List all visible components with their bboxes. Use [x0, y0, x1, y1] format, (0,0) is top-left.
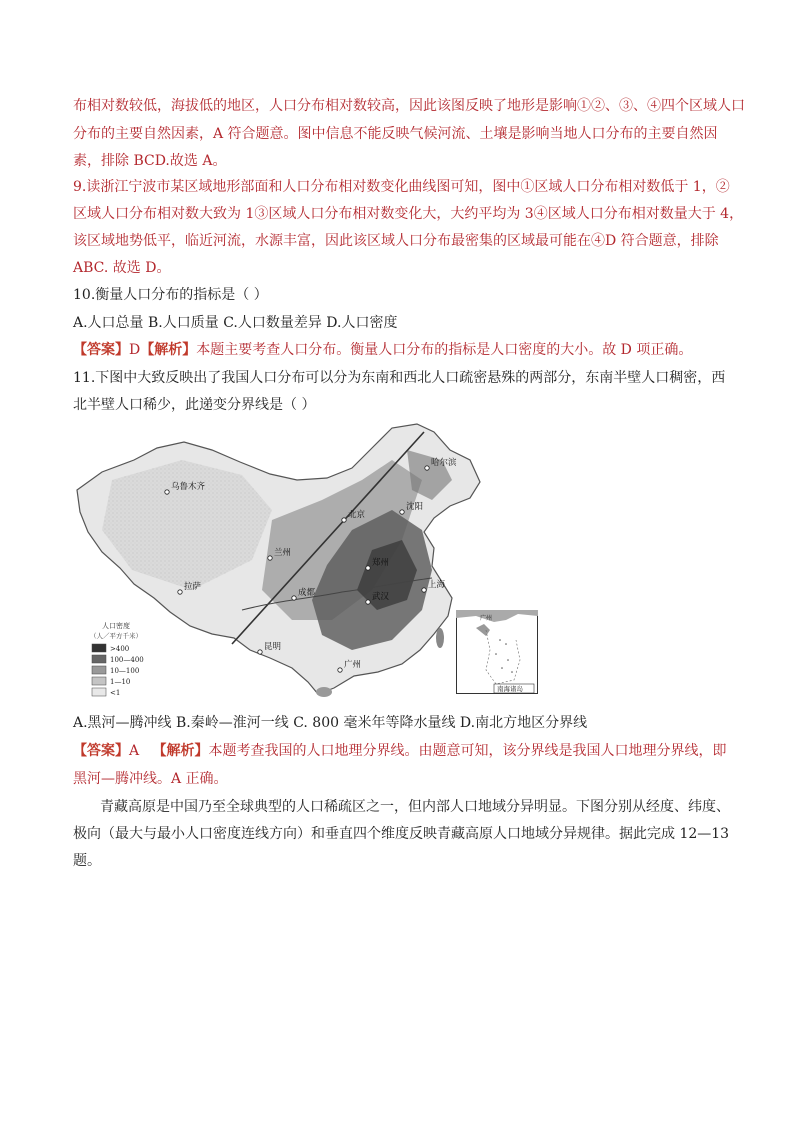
text-line: 北半壁人口稀少，此递变分界线是（ ） — [73, 397, 316, 413]
answer-tag: 【答案】 — [73, 743, 129, 759]
taiwan — [436, 628, 444, 648]
inset-label: 南海诸岛 — [497, 685, 523, 693]
city-label: 沈阳 — [406, 502, 424, 512]
text-line: 11.下图中大致反映出了我国人口分布可以分为东南和西北人口疏密悬殊的两部分，东南半壁人口稠密，西 — [73, 370, 726, 386]
text-line: ABC. 故选 D。 — [73, 260, 171, 276]
city-dot — [258, 650, 262, 654]
text-line: 区域人口分布相对数大致为 1③区域人口分布相对数变化大，大约平均为 3④区域人口分布相对数量大于 4， — [73, 206, 744, 222]
city-dot — [268, 556, 272, 560]
city-label: 北京 — [348, 510, 366, 520]
answer-letter: A — [129, 743, 140, 759]
legend — [90, 621, 144, 697]
answer-10 — [73, 340, 692, 360]
legend-label: >400 — [110, 645, 130, 653]
city-label: 郑州 — [372, 558, 390, 568]
analysis-tag: 【解析】 — [152, 743, 209, 759]
city-label: 武汉 — [372, 592, 390, 602]
city-dot — [292, 596, 296, 600]
text-line: 黑河—腾冲线。A 正确。 — [73, 771, 228, 787]
legend-swatch — [92, 688, 106, 696]
legend-label: 10—100 — [110, 667, 140, 675]
city-label: 乌鲁木齐 — [171, 482, 206, 492]
city-label: 拉萨 — [184, 582, 202, 592]
city-label: 广州 — [344, 660, 362, 670]
legend-label: 100—400 — [110, 656, 144, 664]
answer-tag: 【答案】 — [73, 342, 129, 358]
analysis-tag: 【解析】 — [140, 342, 197, 358]
city-label: 昆明 — [264, 642, 282, 652]
city-dot — [400, 510, 404, 514]
text-line: 青藏高原是中国乃至全球典型的人口稀疏区之一，但内部人口地域分异明显。下图分别从经度、纬度、 — [100, 799, 730, 815]
text-line: 该区域地势低平，临近河流，水源丰富，因此该区域人口分布最密集的区域最可能在④D 符合题意，排除 — [73, 233, 719, 249]
legend-swatch — [92, 666, 106, 674]
legend-label: <1 — [110, 689, 121, 697]
analysis-text: 本题考查我国的人口地理分界线。由题意可知，该分界线是我国人口地理分界线，即 — [208, 743, 727, 759]
city-dot — [366, 566, 370, 570]
text-line: 分布的主要自然因素，A 符合题意。图中信息不能反映气候河流、土壤是影响当地人口分布的主要自然因 — [73, 126, 718, 142]
city-dot — [338, 668, 342, 672]
city-dot — [342, 518, 346, 522]
legend-swatch — [92, 644, 106, 652]
legend-swatch — [92, 677, 106, 685]
city-dot — [422, 588, 426, 592]
city-dot — [425, 466, 429, 470]
legend-unit: （人／平方千米） — [90, 632, 142, 640]
hainan — [316, 687, 332, 697]
city-label: 成都 — [298, 588, 316, 598]
text-line: A.人口总量 B.人口质量 C.人口数量差异 D.人口密度 — [73, 315, 398, 331]
analysis-text: 本题主要考查人口分布。衡量人口分布的指标是人口密度的大小。故 D 项正确。 — [196, 342, 693, 358]
legend-swatch — [92, 655, 106, 663]
legend-label: 1—10 — [110, 678, 131, 686]
answer-11 — [73, 741, 726, 761]
text-line: 素，排除 BCD.故选 A。 — [73, 153, 227, 169]
inset-city-label: 广州 — [480, 615, 493, 622]
city-label: 上海 — [428, 580, 446, 590]
text-line: 9.读浙江宁波市某区域地形部面和人口分布相对数变化曲线图可知，图中①区域人口分布相对数低于 1，② — [73, 179, 730, 195]
text-line: 10.衡量人口分布的指标是（ ） — [73, 287, 268, 303]
text-line: 题。 — [73, 853, 101, 869]
south-china-sea-inset — [456, 610, 538, 694]
city-label: 哈尔滨 — [431, 458, 457, 468]
answer-letter: D — [129, 342, 141, 358]
text-line: 布相对数较低，海拔低的地区，人口分布相对数较高，因此该图反映了地形是影响①②、③、④四个区域人口 — [73, 98, 745, 114]
text-line: A.黑河—腾冲线 B.秦岭—淮河一线 C. 800 毫米年等降水量线 D.南北方地区分界线 — [73, 715, 588, 731]
legend-title: 人口密度 — [102, 622, 130, 630]
city-dot — [165, 490, 169, 494]
city-dot — [366, 600, 370, 604]
city-label: 兰州 — [274, 548, 292, 558]
text-line: 极向（最大与最小人口密度连线方向）和垂直四个维度反映青藏高原人口地域分异规律。据此完成 12—13 — [73, 826, 730, 842]
city-dot — [178, 590, 182, 594]
